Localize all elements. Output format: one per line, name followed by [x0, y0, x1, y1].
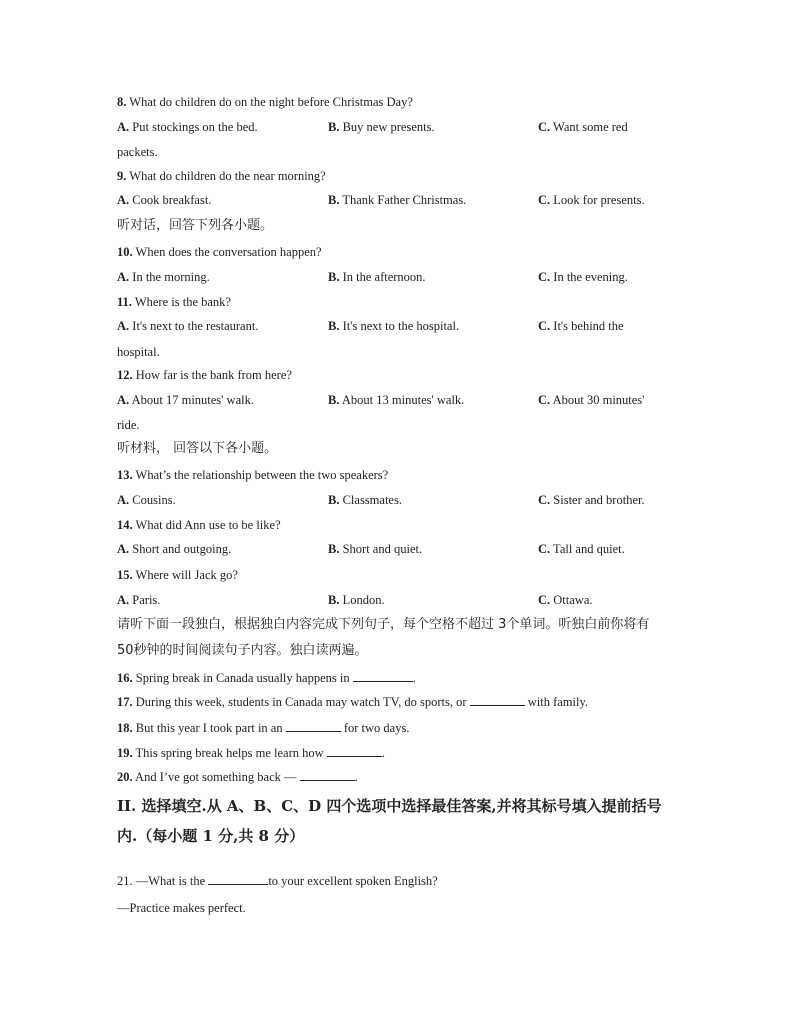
question-14: 14. What did Ann use to be like?	[117, 518, 281, 532]
section-heading: II. 选择填空.从 A、B、C、D 四个选项中选择最佳答案,并将其标号填入提前括号	[117, 797, 662, 815]
option-a: A. It's next to the restaurant.	[117, 319, 259, 333]
option-b: B. Buy new presents.	[328, 120, 435, 134]
question-21-reply: —Practice makes perfect.	[117, 901, 246, 915]
instruction-monologue-cont: 50秒钟的时间阅读句子内容。独白读两遍。	[117, 643, 368, 658]
answer-blank[interactable]	[327, 745, 382, 757]
option-c: C. About 30 minutes'	[538, 393, 645, 407]
option-b: B. It's next to the hospital.	[328, 319, 460, 333]
option-c: C. Ottawa.	[538, 593, 593, 607]
option-c: C. In the evening.	[538, 270, 628, 284]
section-heading-cont: 内.（每小题 1 分,共 8 分）	[117, 827, 305, 845]
option-a: A. Cousins.	[117, 493, 176, 507]
question-8: 8. What do children do on the night before Christmas Day?	[117, 95, 413, 109]
instruction-listen-dialogue: 听对话，回答下列各小题。	[117, 218, 274, 233]
answer-blank[interactable]	[353, 670, 413, 682]
fill-question-18: 18. But this year I took part in an for two days.	[117, 721, 410, 735]
option-b: B. About 13 minutes' walk.	[328, 393, 465, 407]
question-15: 15. Where will Jack go?	[117, 568, 238, 582]
option-a: A. Put stockings on the bed.	[117, 120, 258, 134]
option-a: A. Cook breakfast.	[117, 193, 212, 207]
option-c: C. It's behind the	[538, 319, 624, 333]
option-b: B. In the afternoon.	[328, 270, 426, 284]
question-13: 13. What’s the relationship between the two speakers?	[117, 468, 389, 482]
question-12: 12. How far is the bank from here?	[117, 368, 292, 382]
answer-blank[interactable]	[286, 720, 341, 732]
option-a: A. In the morning.	[117, 270, 210, 284]
answer-blank[interactable]	[208, 873, 268, 885]
option-c: C. Look for presents.	[538, 193, 645, 207]
answer-blank[interactable]	[300, 769, 355, 781]
fill-question-20: 20. And I’ve got something back — .	[117, 770, 358, 784]
option-a: A. Paris.	[117, 593, 161, 607]
option-b: B. Thank Father Christmas.	[328, 193, 467, 207]
question-21: 21. —What is the to your excellent spoken English?	[117, 874, 438, 888]
option-c: C. Want some red	[538, 120, 628, 134]
option-b: B. Short and quiet.	[328, 542, 423, 556]
question-11: 11. Where is the bank?	[117, 295, 231, 309]
answer-blank[interactable]	[470, 694, 525, 706]
option-continuation: packets.	[117, 145, 158, 159]
fill-question-16: 16. Spring break in Canada usually happens in .	[117, 671, 416, 685]
option-continuation: hospital.	[117, 345, 160, 359]
instruction-monologue: 请听下面一段独白，根据独白内容完成下列句子，每个空格不超过 3个单词。听独白前你将有	[117, 617, 650, 632]
option-a: A. Short and outgoing.	[117, 542, 232, 556]
option-b: B. Classmates.	[328, 493, 402, 507]
option-b: B. London.	[328, 593, 385, 607]
option-continuation: ride.	[117, 418, 140, 432]
option-c: C. Sister and brother.	[538, 493, 645, 507]
option-a: A. About 17 minutes' walk.	[117, 393, 254, 407]
question-9: 9. What do children do the near morning?	[117, 169, 326, 183]
fill-question-17: 17. During this week, students in Canada may watch TV, do sports, or with family.	[117, 695, 589, 709]
fill-question-19: 19. This spring break helps me learn how .	[117, 746, 385, 760]
instruction-listen-material: 听材料， 回答以下各小题。	[117, 441, 278, 456]
question-10: 10. When does the conversation happen?	[117, 245, 322, 259]
option-c: C. Tall and quiet.	[538, 542, 625, 556]
